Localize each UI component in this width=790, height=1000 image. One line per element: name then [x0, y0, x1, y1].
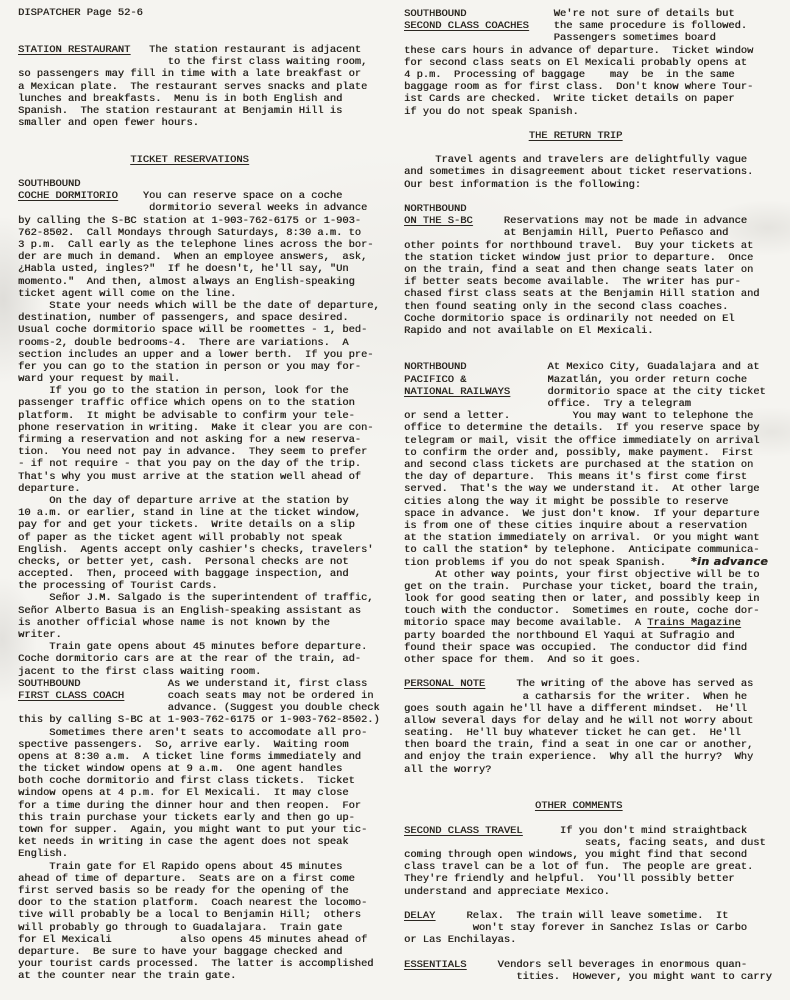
text-line: pay for and get your tickets. Write details on a slip — [18, 519, 355, 532]
text-line: destination, number of passengers, and space desired. — [18, 312, 349, 325]
text-line: door to the station platform. Coach nearest the locomo- — [18, 897, 368, 910]
right-column — [404, 8, 772, 983]
text-line: if better seats become available. The writer has pur- — [404, 276, 741, 289]
text-line: ticket agent will come on the line. — [18, 287, 237, 300]
text-line: a Mexican plate. The restaurant serves snacks and plate — [18, 80, 368, 93]
text-line: will probably go through to Guadalajara. Train gate — [18, 921, 343, 934]
text-line: is from one of these cities inquire about a reservation — [404, 519, 747, 532]
text-line: State your needs which will be the date of departure, — [18, 299, 380, 312]
text-line: At other way points, your first objective will be to — [404, 568, 760, 581]
u-text: Trains Magazine — [647, 617, 741, 630]
text-line: Train gate for El Rapido opens about 45 minutes — [18, 860, 343, 873]
text-line: cities along the way it might be possible to reserve — [404, 495, 729, 508]
text-line: Travel agents and travelers are delightfully vague — [404, 154, 747, 167]
text-line: section includes an upper and a lower berth. If you pre- — [18, 348, 374, 361]
text-line: understand and appreciate Mexico. — [404, 885, 610, 898]
text-line: PERSONAL NOTE The writing of the above has served as — [404, 678, 754, 691]
text-line: departure. Be sure to have your baggage checked and — [18, 945, 343, 958]
text-line: momento." And then, almost always an English-speaking — [18, 275, 355, 288]
text-line: writer. — [18, 629, 62, 641]
text-line: FIRST CLASS COACH coach seats may not be ordered in — [18, 689, 374, 702]
text-line: checks, or better yet, cash. Personal checks are not — [18, 555, 349, 568]
text-line: 3 p.m. Call early as the telephone lines across the bor- — [18, 239, 374, 251]
text-line: NORTHBOUND At Mexico City, Guadalajara and at — [404, 361, 760, 374]
text-line: mitorio space may become available. A Trains Magazine — [404, 617, 741, 630]
text-line: ist Cards are checked. Write ticket details on paper — [404, 93, 735, 106]
text-line: If you go to the station in person, look for the — [18, 385, 349, 398]
text-line: fer you can go to the station in person or you may for- — [18, 360, 361, 373]
text-line: office to determine the details. If you reserve space by — [404, 422, 760, 435]
text-line: firming a reservation and not asking for a new reserva- — [18, 434, 361, 446]
text-line: a catharsis for the writer. When he — [404, 690, 747, 703]
hw-text: *in advance — [690, 555, 769, 569]
text-line: the processing of Tourist Cards. — [18, 580, 218, 593]
text-line: baggage room as for first class. Don't know where Tour- — [404, 81, 754, 94]
text-line: at the station immediately on arrival. Or you might want — [404, 532, 760, 545]
text-line — [404, 898, 772, 910]
text-line: town for supper. Again, you might want to put your tic- — [18, 824, 368, 836]
text-line — [404, 191, 772, 203]
text-line: ESSENTIALS Vendors sell beverages in enormous quan- — [404, 958, 747, 971]
text-line: to confirm the order and, possibly, make payment. First — [404, 446, 754, 459]
text-line: Usual coche dormitorio space will be roomettes - 1, bed- — [18, 324, 368, 337]
u-text: TICKET RESERVATIONS — [130, 153, 249, 166]
text-line: smaller and open fewer hours. — [18, 117, 199, 130]
text-line: DELAY Relax. The train will leave sometime. It — [404, 909, 729, 922]
text-line: ¿Habla usted, ingles?" If he doesn't, he'll say, "Un — [18, 263, 349, 276]
u-text: ON THE S-BC — [404, 215, 473, 228]
text-line: PACIFICO & Mazatlán, you order return coche — [404, 373, 747, 386]
text-line: to call the station* by telephone. Anticipate communica- — [404, 544, 760, 557]
text-line — [404, 349, 772, 361]
u-text: THE RETURN TRIP — [528, 129, 623, 142]
text-line: other points for northbound travel. Buy your tickets at — [404, 239, 754, 252]
text-line: both coche dormitorio and first class tickets. Ticket — [18, 775, 355, 788]
text-line: coming through open windows, you might find that second — [404, 848, 747, 861]
text-line — [404, 946, 772, 958]
text-line: then board the train, find a seat in one car or another, — [404, 739, 754, 752]
u-text: SECOND CLASS COACHES — [404, 20, 529, 33]
text-line: der are much in demand. When an employee answers, ask, — [18, 251, 368, 264]
text-line: other space for them. And so it goes. — [404, 653, 641, 666]
text-line: ahead of time of departure. Seats are on a first come — [18, 872, 355, 885]
text-line: at Benjamin Hill, Puerto Peñasco and — [404, 227, 729, 240]
text-line: Passengers sometimes board — [404, 32, 716, 45]
page-header: DISPATCHER Page 52-6 — [18, 7, 143, 19]
text-line: ward your request by mail. — [18, 373, 181, 386]
text-line: NORTHBOUND — [404, 203, 467, 215]
text-line: the station ticket window just prior to departure. Once — [404, 251, 754, 264]
text-line: tion problems if you do not speak Spanish. *in advance — [404, 555, 769, 570]
text-line — [404, 800, 772, 812]
text-line — [404, 337, 772, 349]
u-text: NATIONAL RAILWAYS — [404, 385, 511, 398]
u-text: OTHER COMMENTS — [534, 800, 623, 813]
text-line: platform. It might be advisable to confirm your tele- — [18, 409, 355, 422]
text-line: won't stay forever in Sanchez Islas or Carbo — [404, 922, 747, 935]
text-line: advance. (Suggest you double check — [18, 702, 380, 715]
text-line: on the train, find a seat and then change seats later on — [404, 263, 754, 276]
text-line: 10 a.m. or earlier, stand in line at the ticket window, — [18, 507, 361, 520]
text-line: all the worry? — [404, 763, 492, 776]
text-line: dormitorio several weeks in advance — [18, 202, 368, 215]
text-line: 4 p.m. Processing of baggage may be in the same — [404, 68, 735, 81]
text-line: Train gate opens about 45 minutes before departure. — [18, 641, 368, 654]
text-line: Sometimes there aren't seats to accomodate all pro- — [18, 726, 368, 739]
text-line: of paper as the ticket agent will probably not speak — [18, 531, 343, 544]
text-line: goes south again he'll have a different mindset. He'll — [404, 702, 747, 715]
text-line: seating. He'll buy whatever ticket he can get. He'll — [404, 727, 741, 740]
text-line: English. Agents accept only cashier's checks, travelers' — [18, 543, 374, 556]
text-line: - if not require - that you pay on the day of the trip. — [18, 458, 361, 471]
text-line: or send a letter. You may want to telephone the — [404, 410, 754, 423]
left-column — [18, 44, 380, 982]
text-line: opens at 8:30 a.m. A ticket line forms immediately and — [18, 750, 361, 763]
text-line: for El Mexicali also opens 45 minutes ahead of — [18, 933, 368, 946]
text-line: or Las Enchilayas. — [404, 934, 517, 947]
text-line: tion. You need not pay in advance. They seem to prefer — [18, 446, 368, 459]
text-line: Our best information is the following: — [404, 178, 641, 191]
text-line: SECOND CLASS TRAVEL If you don't mind straightback — [404, 824, 747, 837]
text-line — [18, 166, 380, 178]
text-line: to the first class waiting room, — [18, 56, 368, 69]
text-line: SOUTHBOUND We're not sure of details but — [404, 8, 735, 20]
text-line: That's why you must arrive at the station well ahead of — [18, 470, 361, 483]
text-line: English. — [18, 848, 68, 861]
text-line: accepted. Then, proceed with baggage inspection, and — [18, 568, 349, 581]
text-line: departure. — [18, 482, 81, 495]
text-line: SOUTHBOUND — [18, 178, 81, 191]
text-line — [404, 788, 772, 800]
text-line: look for good seating then or later, and possibly keep in — [404, 593, 760, 605]
text-line: window opens at 4 p.m. for El Mexicali. It may close — [18, 787, 349, 800]
text-line: On the day of departure arrive at the station by — [18, 494, 349, 507]
text-line: the ticket window opens at 9 a.m. One agent handles — [18, 763, 343, 776]
text-line: seats, facing seats, and dust — [404, 836, 766, 849]
text-line: rooms-2, double bedrooms-4. There are variations. A — [18, 336, 349, 349]
text-line: is another official whose name is not known by the — [18, 616, 330, 629]
text-line: Spanish. The station restaurant at Benjamin Hill is — [18, 104, 343, 117]
u-text: ESSENTIALS — [404, 958, 467, 971]
text-line: ket needs in writing in case the agent does not speak — [18, 836, 349, 849]
text-line: at the counter near the train gate. — [18, 970, 237, 983]
text-line: party boarded the northbound El Yaqui at Sufragio and — [404, 629, 735, 642]
text-line: by calling the S-BC station at 1-903-762-6175 or 1-903- — [18, 214, 361, 227]
text-line: this train purchase your tickets early and then go up- — [18, 811, 355, 824]
text-line: phone reservation in writing. Make it clear you are con- — [18, 421, 374, 434]
text-line — [18, 129, 380, 141]
text-line: then found seating only in the second class coaches. — [404, 300, 729, 313]
text-line: Señor J.M. Salgado is the superintendent of traffic, — [18, 592, 374, 605]
u-text: SECOND CLASS TRAVEL — [404, 824, 523, 837]
text-line: and sometimes in disagreement about ticket reservations. — [404, 166, 754, 179]
text-line: and enjoy the train experience. Why all the hurry? Why — [404, 751, 754, 764]
text-line: get on the train. Purchase your ticket, board the train, — [404, 580, 760, 593]
text-line: NATIONAL RAILWAYS dormitorio space at the city ticket — [404, 385, 766, 398]
text-line: Coche dormitorio space is ordinarily not needed on El — [404, 312, 735, 325]
text-line: these cars hours in advance of departure. Ticket window — [404, 44, 754, 57]
text-line: touch with the conductor. Sometimes en route, coche dor- — [404, 605, 760, 618]
text-line: so passengers may fill in time with a late breakfast or — [18, 68, 361, 81]
text-line: tities. However, you might want to carry — [404, 970, 772, 983]
text-line: SOUTHBOUND As we understand it, first class — [18, 677, 368, 690]
text-line: space in advance. We just don't know. If your departure — [404, 507, 760, 520]
text-line: SECOND CLASS COACHES the same procedure is followed. — [404, 20, 747, 33]
text-line: telegram or mail, visit the office immediately on arrival — [404, 434, 760, 447]
text-line: tive will probably be a local to Benjamin Hill; others — [18, 909, 361, 922]
text-line: this by calling S-BC at 1-903-762-6175 or 1-903-762-8502.) — [18, 714, 380, 727]
text-line: the day of departure. This means it's first come first — [404, 471, 747, 484]
u-text: DELAY — [404, 909, 436, 922]
text-line: Coche dormitorio cars are at the rear of the train, ad- — [18, 653, 361, 666]
text-line: jacent to the first class waiting room. — [18, 665, 262, 678]
text-line — [18, 142, 380, 154]
text-line: for second class seats on El Mexicali probably opens at — [404, 56, 747, 69]
text-line: passenger traffic office which opens on to the station — [18, 397, 355, 410]
text-line: chased first class seats at the Benjamin Hill station and — [404, 288, 760, 301]
text-line: STATION RESTAURANT The station restaurant is adjacent — [18, 44, 361, 56]
text-line: first served basis so be ready for the opening of the — [18, 884, 349, 897]
u-text: COCHE DORMITORIO — [18, 190, 118, 203]
text-line: your tourist cards processed. The latter is accomplished — [18, 958, 374, 971]
u-text: STATION RESTAURANT — [18, 44, 131, 56]
text-line: class travel can be a lot of fun. The people are great. — [404, 861, 754, 874]
text-line: office. Try a telegram — [404, 398, 691, 410]
text-line: They're friendly and helpful. You'll possibly better — [404, 873, 735, 886]
text-line — [18, 154, 380, 166]
text-line: and second class tickets are purchased at the station on — [404, 458, 754, 471]
text-line — [404, 142, 772, 154]
text-line: Rapido and not available on El Mexicali. — [404, 324, 654, 337]
u-text: PERSONAL NOTE — [404, 678, 486, 691]
text-line: lunches and breakfasts. Menu is in both English and — [18, 92, 343, 105]
text-line: served. That's the way we understand it. At other large — [404, 483, 760, 496]
text-line: found their space was occupied. The conductor did find — [404, 641, 747, 654]
text-line — [404, 666, 772, 678]
text-line: for a time during the dinner hour and then reopen. For — [18, 799, 361, 812]
text-line: 762-8502. Call Mondays through Saturdays, 8:30 a.m. to — [18, 226, 361, 239]
text-line — [404, 812, 772, 824]
text-line — [404, 118, 772, 130]
text-line: if you do not speak Spanish. — [404, 105, 579, 118]
text-line: allow several days for delay and he will not worry about — [404, 714, 754, 727]
text-line: spective passengers. So, arrive early. Waiting room — [18, 738, 349, 751]
text-line: ON THE S-BC Reservations may not be made in advance — [404, 215, 747, 228]
text-line — [404, 130, 772, 142]
u-text: FIRST CLASS COACH — [18, 689, 125, 702]
text-line — [404, 776, 772, 788]
text-line: Señor Alberto Basua is an English-speaking assistant as — [18, 604, 361, 617]
text-line: COCHE DORMITORIO You can reserve space on a coche — [18, 190, 343, 203]
